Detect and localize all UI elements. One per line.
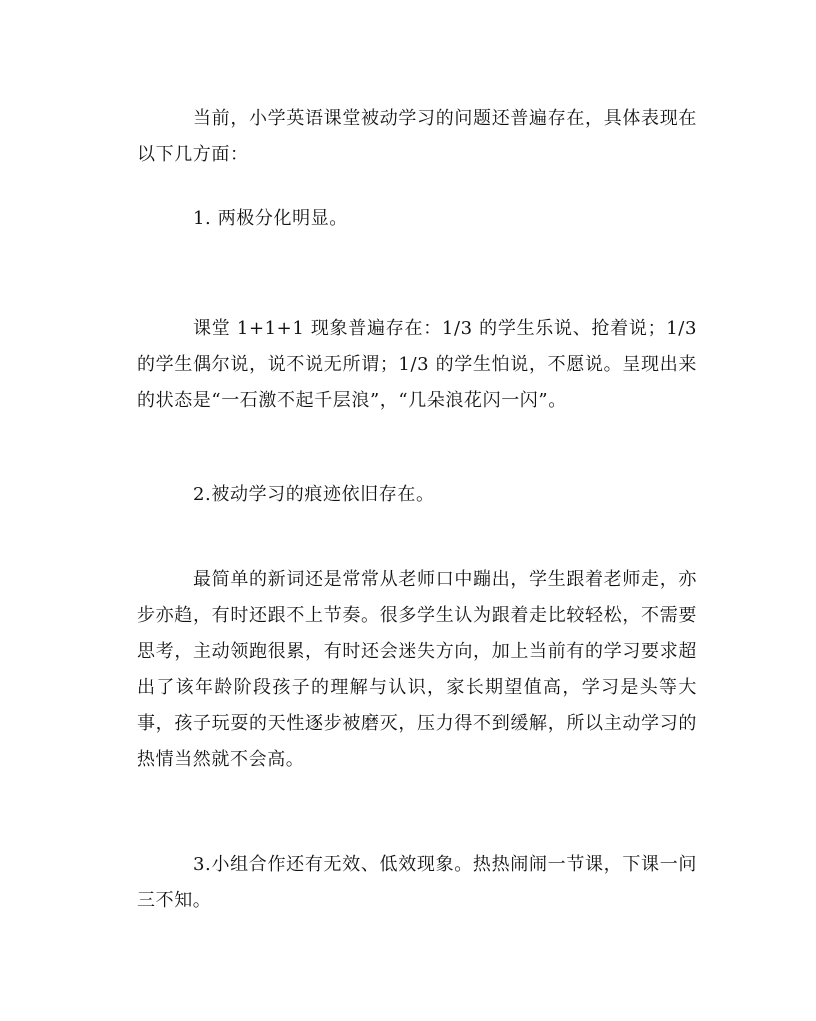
paragraph-point-1-heading: 1. 两极分化明显。 [193, 208, 348, 229]
paragraph-point-3: 3.小组合作还有无效、低效现象。热热闹闹一节课，下课一问三不知。 [137, 854, 697, 911]
paragraph-point-1-body: 课堂 1+1+1 现象普遍存在：1/3 的学生乐说、抢着说；1/3 的学生偶尔说，说不说无所谓；1/3 的学生怕说，不愿说。呈现出来的状态是“一石激不起千层浪”，“几朵浪花闪一闪”。 [137, 318, 697, 411]
paragraph-intro: 当前，小学英语课堂被动学习的问题还普遍存在，具体表现在以下几方面： [137, 108, 697, 165]
paragraph-point-2-heading: 2.被动学习的痕迹依旧存在。 [193, 484, 435, 505]
paragraph-point-2-body: 最简单的新词还是常常从老师口中蹦出，学生跟着老师走，亦步亦趋，有时还跟不上节奏。很多学生认为跟着走比较轻松，不需要思考，主动领跑很累，有时还会迷失方向，加上当前有的学习要求超出了该年龄阶段孩子的理解与认识，家长期望值高，学习是头等大事，孩子玩耍的天性逐步被磨灭，压力得不到缓解，所以主动学习的热情当然就不会高。 [137, 569, 697, 770]
